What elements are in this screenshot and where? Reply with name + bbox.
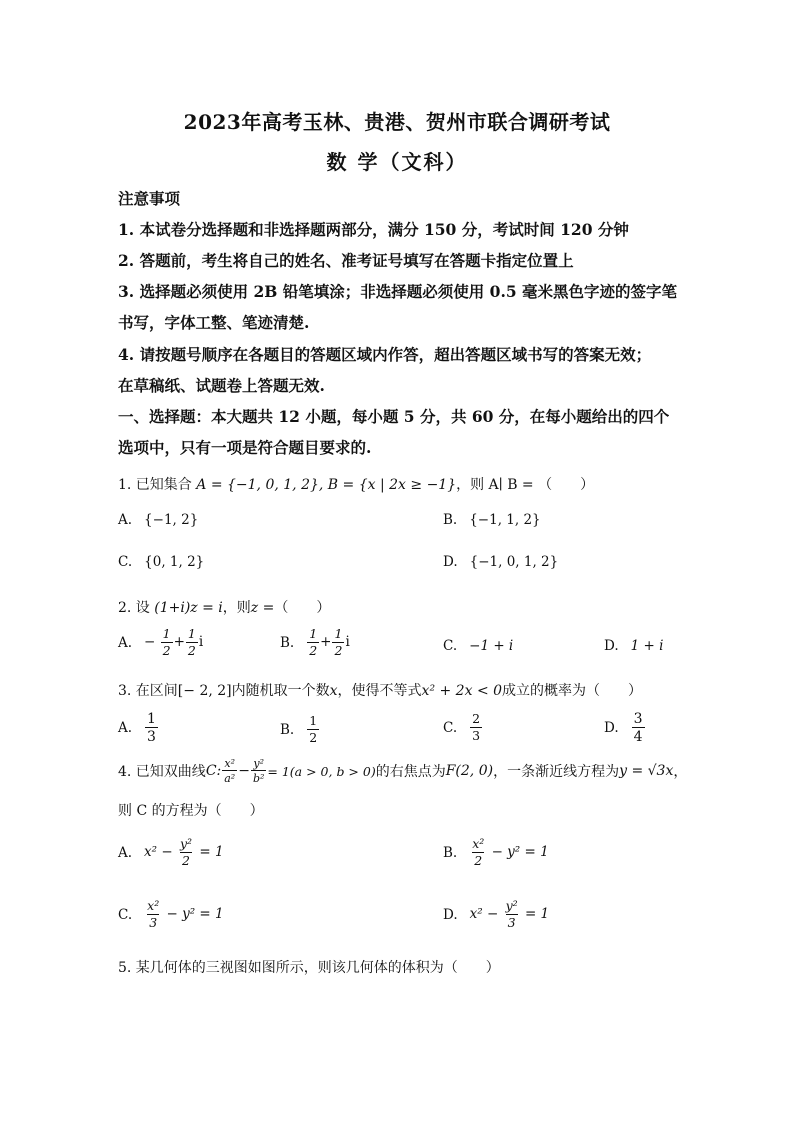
option-label: D. [443, 554, 458, 570]
fraction [251, 758, 266, 784]
notice-item-3: 3. 选择题必须使用 2B 铅笔填涂；非选择题必须使用 0.5 毫米黑色字迹的签字笔 [118, 282, 678, 301]
option-label: B. [280, 721, 295, 738]
fraction [470, 838, 486, 867]
option-expr [470, 900, 550, 929]
q4-text4: ， [673, 764, 688, 780]
q4-curve: C: [205, 763, 222, 779]
expr-part: − y² = 1 [166, 906, 224, 922]
fraction [332, 628, 344, 657]
frac-num: y² [179, 836, 193, 851]
q2-var: z = [250, 600, 275, 616]
frac-den: 2 [309, 729, 318, 745]
frac-den: 3 [472, 727, 481, 743]
q4-option-d[interactable] [443, 900, 549, 929]
expr-part: = 1 [199, 844, 224, 860]
option-expr [469, 838, 548, 867]
frac-num: 3 [633, 711, 643, 727]
fraction [307, 715, 319, 744]
frac-den: 2 [309, 642, 318, 658]
frac-num: 1 [309, 713, 318, 728]
notice-item-2: 2. 答题前，考生将自己的姓名、准考证号填写在答题卡指定位置上 [118, 251, 574, 270]
q2-option-c[interactable] [443, 638, 513, 654]
fraction [178, 838, 194, 867]
fraction [222, 758, 237, 784]
frac-den: b² [252, 772, 265, 785]
expr-part: x² − [469, 906, 499, 922]
frac-num: y² [253, 757, 264, 770]
q2-option-d[interactable] [604, 638, 663, 654]
q4-eq-tail: = 1(a > 0, b > 0) [267, 763, 376, 779]
question-3 [118, 680, 642, 700]
q4-focus: F(2, 0) [445, 763, 494, 779]
q1-set-b: , B = {x | 2x ≥ −1} [318, 477, 457, 493]
expr-part: x² − [144, 844, 173, 860]
frac-num: 2 [472, 711, 481, 726]
expr-part: = 1 [524, 906, 550, 922]
option-label: D. [443, 906, 458, 923]
frac-num: x² [147, 898, 160, 913]
option-label: A. [118, 634, 133, 651]
option-text: −1 + i [469, 638, 514, 654]
exam-title: 2023年高考玉林、贵港、贺州市联合调研考试 [183, 110, 611, 134]
q4-asymptote: y = √3x [619, 763, 674, 779]
option-label: B. [443, 512, 458, 528]
option-text: 1 + i [630, 638, 664, 654]
q3-option-b[interactable] [280, 715, 320, 744]
option-label: C. [118, 554, 133, 570]
option-label: C. [443, 719, 458, 736]
frac-den: 3 [149, 914, 158, 930]
q2-option-a[interactable] [118, 628, 203, 657]
plus-sign: + [320, 634, 332, 650]
q1-option-a[interactable] [118, 512, 198, 528]
option-text: {0, 1, 2} [144, 554, 205, 570]
frac-num: y² [505, 898, 518, 913]
q2-prefix: 2. 设 [118, 600, 150, 616]
section-heading-line2: 选项中，只有一项是符合题目要求的. [118, 438, 372, 457]
q3-text3: 成立的概率为（ ） [502, 683, 643, 699]
imag-unit: i [198, 634, 204, 650]
q3-text1: 3. 在区间[− 2, 2]内随机取一个数 [118, 683, 330, 699]
question-4 [118, 758, 687, 784]
notice-item-3-cont: 书写，字体工整、笔迹清楚. [118, 313, 310, 332]
section-heading-line1: 一、选择题：本大题共 12 小题，每小题 5 分，共 60 分，在每小题给出的四个 [118, 407, 670, 426]
q2-mid: ，则 [222, 600, 251, 616]
option-expr [144, 838, 224, 867]
fraction [632, 712, 645, 744]
option-label: B. [443, 844, 458, 861]
q3-option-d[interactable] [604, 712, 646, 744]
option-text: {−1, 0, 1, 2} [469, 554, 559, 570]
q1-option-d[interactable] [443, 554, 558, 570]
q4-line2: 则 C 的方程为（ ） [118, 803, 264, 819]
question-1 [118, 474, 594, 494]
option-label: A. [118, 720, 133, 736]
frac-den: 3 [507, 914, 516, 930]
frac-num: x² [224, 757, 236, 770]
fraction [145, 900, 161, 929]
fraction [470, 713, 482, 742]
frac-den: 2 [162, 642, 171, 658]
frac-num: 1 [187, 626, 196, 641]
fraction [145, 712, 158, 744]
q3-option-a[interactable] [118, 712, 159, 744]
option-expr [144, 900, 223, 929]
notice-item-1: 1. 本试卷分选择题和非选择题两部分，满分 150 分，考试时间 120 分钟 [118, 220, 629, 239]
frac-den: 2 [474, 852, 483, 868]
frac-den: 2 [334, 642, 343, 658]
fraction [186, 628, 198, 657]
fraction [307, 628, 319, 657]
q1-tail: ，则 A∣ B = （ ） [456, 477, 595, 493]
q4-option-b[interactable] [443, 838, 549, 867]
q2-option-b[interactable] [280, 628, 350, 657]
q3-text2: ，使得不等式 [337, 683, 422, 699]
frac-num: 1 [162, 626, 171, 641]
frac-den: 2 [182, 852, 190, 868]
q3-var: x [329, 683, 338, 699]
q1-set-a: A = {−1, 0, 1, 2} [196, 477, 319, 493]
question-2 [118, 597, 330, 617]
option-label: C. [443, 638, 458, 654]
option-label: B. [280, 634, 295, 651]
notice-heading: 注意事项 [118, 189, 181, 208]
q4-option-a[interactable] [118, 838, 224, 867]
notice-item-4-cont: 在草稿纸、试题卷上答题无效. [118, 376, 325, 395]
frac-den: 3 [147, 729, 156, 745]
option-expr [306, 628, 350, 657]
frac-den: 4 [633, 729, 643, 745]
q1-option-b[interactable] [443, 512, 541, 528]
frac-num: x² [472, 836, 485, 851]
option-expr [144, 628, 203, 657]
option-label: D. [604, 638, 619, 654]
q3-option-c[interactable] [443, 713, 483, 742]
frac-den: a² [224, 772, 236, 785]
frac-den: 2 [187, 642, 196, 658]
q3-ineq: x² + 2x < 0 [421, 683, 503, 699]
fraction [161, 628, 173, 657]
option-text: {−1, 1, 2} [469, 512, 541, 528]
exam-subtitle: 数 学（文科） [326, 150, 468, 174]
q2-expr: (1+i)z = i [154, 600, 223, 616]
frac-num: 1 [147, 711, 156, 727]
q1-prefix: 1. 已知集合 [118, 477, 192, 493]
minus-sign: − [144, 634, 156, 650]
q4-text2: 的右焦点为 [375, 764, 446, 780]
imag-unit: i [345, 634, 350, 650]
expr-part: − y² = 1 [491, 844, 549, 860]
frac-num: 1 [334, 626, 343, 641]
q4-option-c[interactable] [118, 900, 224, 929]
q1-option-c[interactable] [118, 554, 204, 570]
q4-text3: ，一条渐近线方程为 [493, 764, 620, 780]
frac-num: 1 [309, 626, 318, 641]
fraction [504, 900, 520, 929]
plus-sign: + [173, 634, 185, 650]
option-label: A. [118, 512, 133, 528]
option-label: C. [118, 906, 133, 923]
minus-sign: − [238, 763, 250, 779]
question-5: 5. 某几何体的三视图如图所示，则该几何体的体积为（ ） [118, 960, 500, 976]
notice-item-4: 4. 请按题号顺序在各题目的答题区域内作答，超出答题区域书写的答案无效； [118, 345, 652, 364]
q2-tail: （ ） [274, 600, 331, 616]
option-text: {−1, 2} [144, 512, 199, 528]
option-label: A. [118, 844, 133, 861]
q4-text1: 4. 已知双曲线 [118, 764, 206, 780]
option-label: D. [604, 720, 619, 736]
